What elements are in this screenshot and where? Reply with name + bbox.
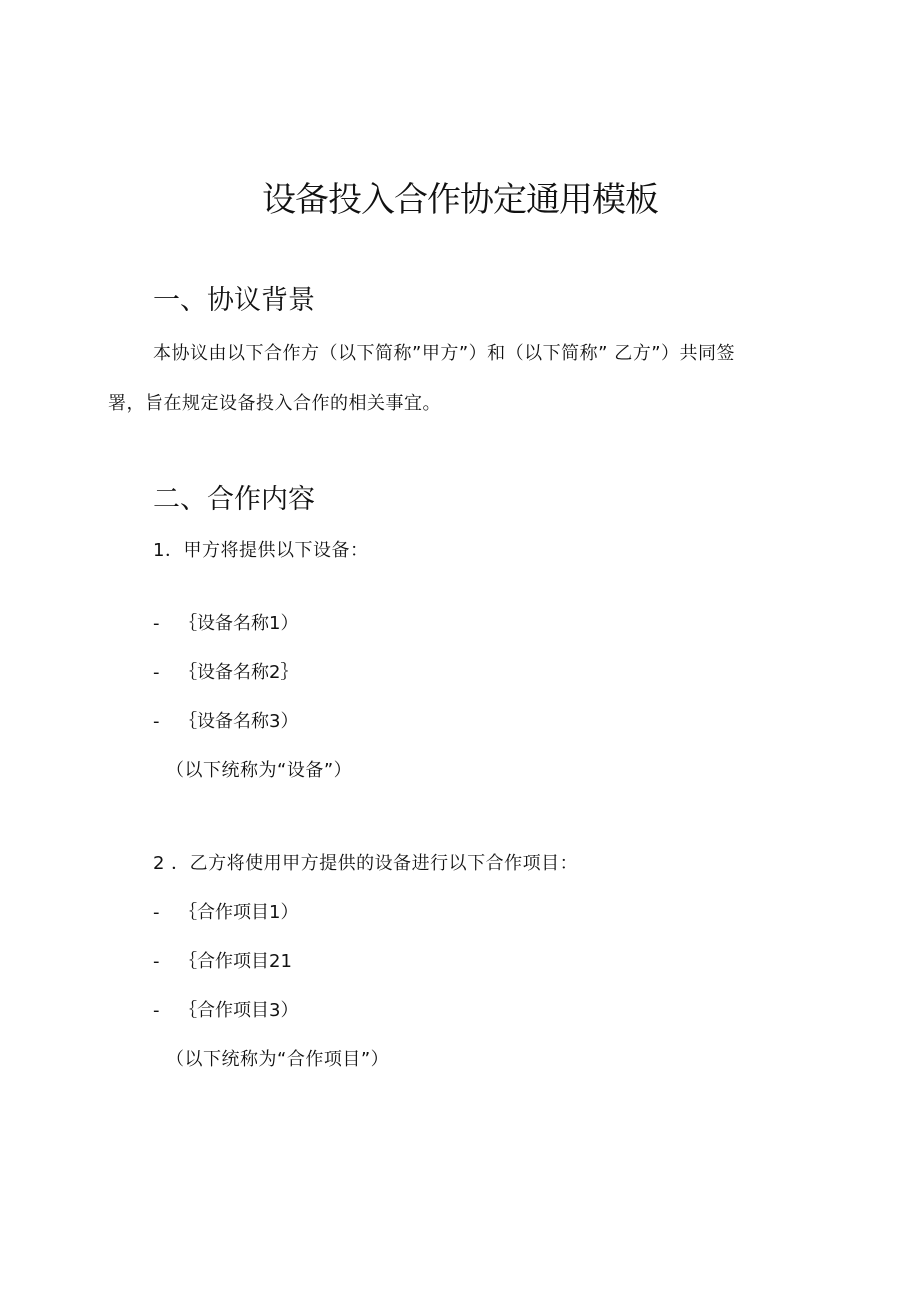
background-paragraph-line-2: 署，旨在规定设备投入合作的相关事宜。 bbox=[108, 393, 441, 414]
list-dash: - bbox=[153, 613, 160, 634]
equipment-collective-note: （以下统称为“设备”） bbox=[166, 760, 353, 781]
equipment-name-2: ｛设备名称2｝ bbox=[179, 662, 299, 683]
project-name-3: ｛合作项目3） bbox=[179, 1000, 299, 1021]
list-dash: - bbox=[153, 662, 160, 683]
project-list-item bbox=[153, 948, 292, 976]
list-dash: - bbox=[153, 902, 160, 923]
project-collective-note: （以下统称为“合作项目”） bbox=[166, 1049, 390, 1070]
section-heading-cooperation: 二、合作内容 bbox=[153, 484, 315, 515]
section-heading-background: 一、协议背景 bbox=[153, 285, 315, 316]
project-list-item bbox=[153, 899, 298, 927]
item-1-label: 1．甲方将提供以下设备： bbox=[153, 540, 369, 561]
equipment-name-3: ｛设备名称3） bbox=[179, 711, 299, 732]
list-dash: - bbox=[153, 711, 160, 732]
equipment-list-item bbox=[153, 610, 298, 638]
project-name-1: ｛合作项目1） bbox=[179, 902, 299, 923]
equipment-name-1: ｛设备名称1） bbox=[179, 613, 299, 634]
list-dash: - bbox=[153, 1000, 160, 1021]
project-name-2: ｛合作项目21 bbox=[179, 951, 292, 972]
list-dash: - bbox=[153, 951, 160, 972]
document-title: 设备投入合作协定通用模板 bbox=[262, 180, 658, 220]
project-list-item bbox=[153, 997, 298, 1025]
equipment-list-item bbox=[153, 659, 298, 687]
equipment-list-item bbox=[153, 708, 298, 736]
item-2-label: 2 ．乙方将使用甲方提供的设备进行以下合作项目： bbox=[153, 853, 579, 874]
background-paragraph-line-1: 本协议由以下合作方（以下简称”甲方”）和（以下简称” 乙方”）共同签 bbox=[153, 343, 736, 364]
